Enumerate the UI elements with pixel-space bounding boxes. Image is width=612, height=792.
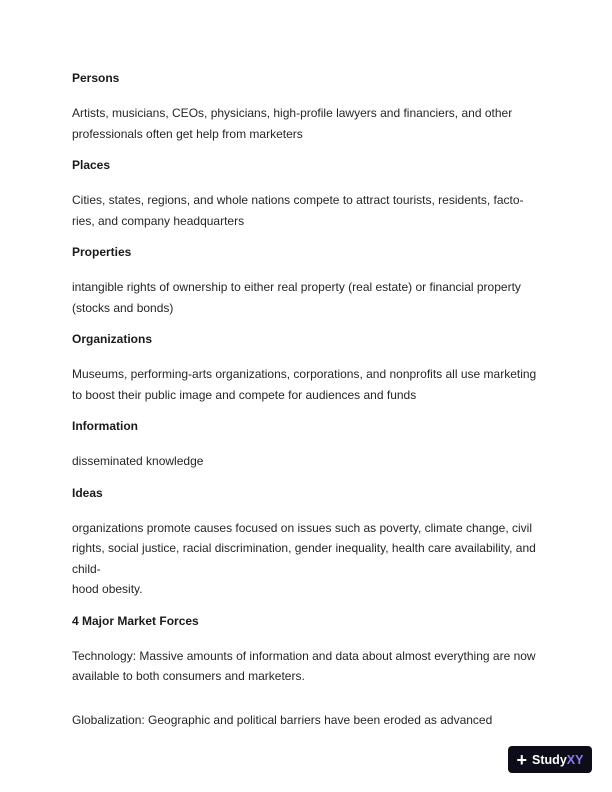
section-properties: [72, 244, 542, 318]
section-body: [72, 103, 542, 144]
text-line: professionals often get help from marketers: [72, 126, 303, 141]
section-body: [72, 451, 542, 472]
text-line: organizations promote causes focused on issues such as poverty, climate change, civil: [72, 520, 533, 535]
section-market-forces: [72, 613, 542, 731]
text-line: disseminated knowledge: [72, 454, 204, 468]
section-heading: Persons: [72, 71, 120, 85]
section-heading: Information: [72, 419, 138, 433]
section-heading: 4 Major Market Forces: [72, 613, 199, 628]
last-paragraph: [72, 710, 542, 731]
section-ideas: [72, 485, 542, 600]
studyxy-logo-badge[interactable]: [508, 746, 592, 773]
text-line: rights, social justice, racial discrimination, gender inequality, health care availability, and: [72, 541, 536, 555]
section-body: [72, 277, 542, 318]
text-line: to boost their public image and compete for audiences and funds: [72, 387, 417, 402]
section-body: [72, 646, 542, 687]
section-heading: Places: [72, 158, 111, 172]
text-line: Artists, musicians, CEOs, physicians, high-profile lawyers and financiers, and other: [72, 106, 513, 120]
logo-text-xy: XY: [566, 752, 584, 767]
document-page: [72, 70, 542, 743]
section-heading: Ideas: [72, 485, 103, 500]
text-line: intangible rights of ownership to either real property (real estate) or financial property: [72, 280, 521, 294]
text-line: available to both consumers and marketers.: [72, 669, 305, 683]
section-body: [72, 190, 542, 231]
text-line: ries, and company headquarters: [72, 213, 245, 228]
text-line: hood obesity.: [72, 582, 143, 596]
text-line: child-: [72, 561, 101, 576]
text-line: Globalization: Geographic and political barriers have been eroded as advanced: [72, 712, 493, 727]
text-line: Cities, states, regions, and whole nations compete to attract tourists, residents, facto-: [72, 193, 524, 207]
text-line: Technology: Massive amounts of information and data about almost everything are now: [72, 648, 536, 663]
section-organizations: [72, 331, 542, 405]
text-line: (stocks and bonds): [72, 300, 174, 315]
section-heading: Properties: [72, 245, 132, 259]
section-persons: [72, 70, 542, 144]
section-information: [72, 418, 542, 472]
text-line: Museums, performing-arts organizations, corporations, and nonprofits all use marketing: [72, 367, 537, 381]
plus-icon: +: [516, 749, 528, 770]
section-heading: Organizations: [72, 332, 153, 346]
section-places: [72, 157, 542, 231]
logo-text-study: Study: [532, 752, 567, 767]
section-body: [72, 518, 542, 600]
section-body: [72, 364, 542, 405]
